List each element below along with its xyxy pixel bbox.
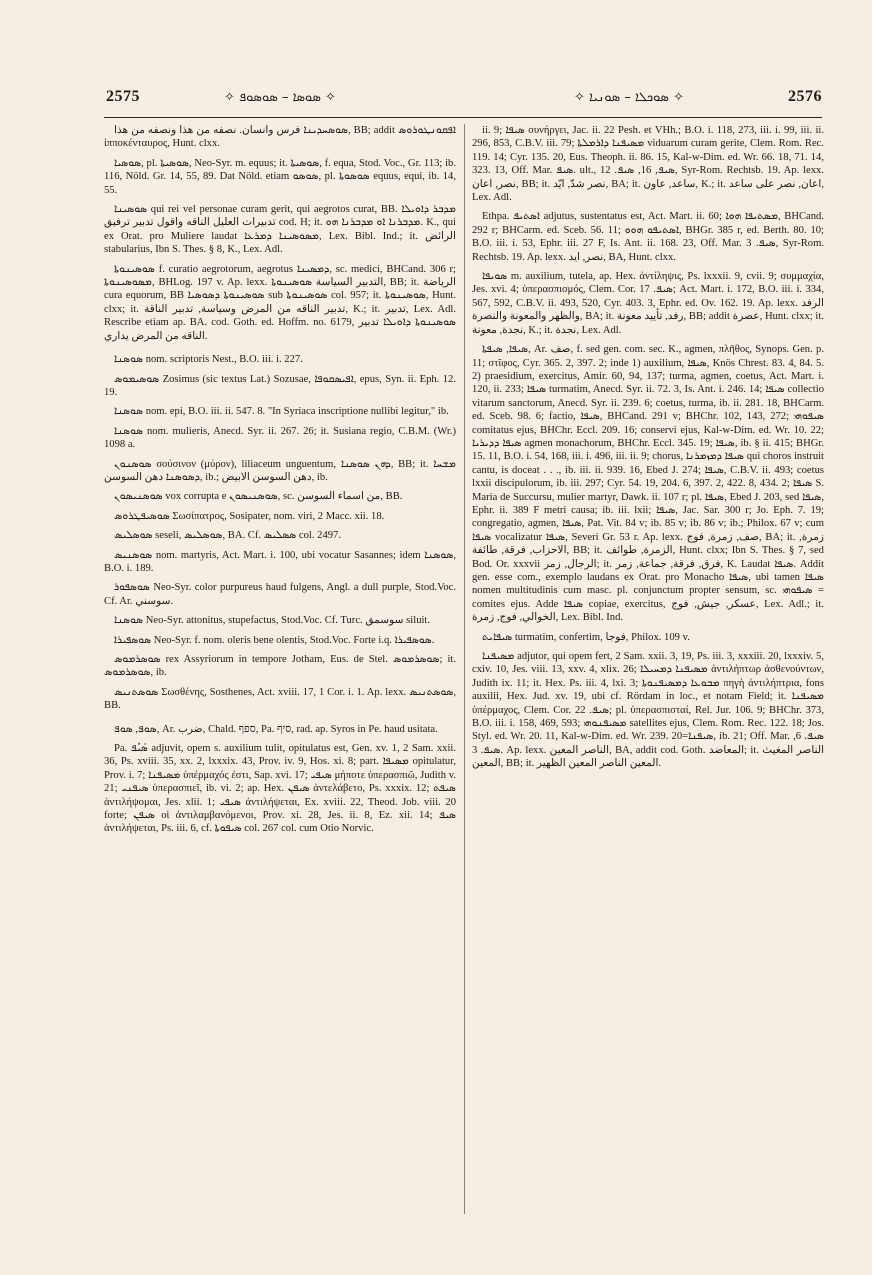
dictionary-entry: ܣܘܣܝܐ, pl. ܣܘܣܝܬܐ, Neo-Syr. m. equus; it. ܣܘܣܝܬܐ, f. equa, Stod. Voc., Gr. 113; ib. 116, Nöld. Gr. 14, 55, 89. Dat Nöld. etiam ܣܘܣܘ, pl. ܣܘܣܘܬܐ equus, equi, ib. 14, 55.: [104, 157, 456, 196]
dictionary-entry: ܣܘܣܝܢܐ qui rei vel personae curam gerit, qui aegrotos curat, BB. ܡܕܒܪ ܕܐܘܝܠܐ تدبيرات العليل الناقه واقول تدبير ترفيق cod. H; it. ܡܕܒܪܢܐ ܐܘ ܡܕܒܪܢܐ ܗܘ. K., qui ex Orat. pro Muliere laudat ܡܣܘܣܝܢܐ ܕܡܪܥܐ, Lex. Bibl. Ind.; it. الرائض stabularius, Ibn S. Thes. § 8, K., Lex. Adl.: [104, 204, 456, 256]
dictionary-entry: ܣܘܣܦܝܪܐ Neo-Syr. f. nom. oleris bene olentis, Stod.Voc. Forte i.q. ܣܘܣܦܝܪܐ.: [114, 634, 435, 646]
dictionary-entry: ܣܘܣܝܡܘܣ Zosimus (sic textus Lat.) Sozusae, ܐܦܝܣܩܘܦܐ, epus, Syn. ii. Eph. 12. 19.: [104, 373, 456, 398]
dictionary-entry: ܣܘܣܦܘܪ Neo-Syr. color purpureus haud fulgens, Angl. a dull purple, Stod.Voc. Cf. Ar. سوسني.: [104, 582, 456, 607]
dictionary-entry: ܣܘܣܢܐ nom. epi, B.O. iii. ii. 547. 8. "In Syriaca inscriptione nullibi legitur," ib.: [114, 406, 449, 418]
dictionary-entry: ܣܘܣܝܢܘܬܐ f. curatio aegrotorum, aegrotus ܕܡܣܝܢܐ, sc. medici, BHCand. 306 r; ܡܣܘܣܝܢܘܬܐ, BHLog. 197 v. Ap. lexx. التدبير السياسة ܣܘܣܝܢܘܬܐ, BB; it. الرياضة cura equorum, BB ܣܘܣܝܢܘܬܐ ܕܣܘܣܝܐ sub ܣܘܣܝܢܘܬܐ col. 957; it. ܣܘܣܝܢܘܬܐ, Hunt. clxx; it. تدبير الناقه من المرض وسياسة, تدبير الناقة, K.; it. تدبير, Lex. Adl. Rescribe etiam ap. BA. cod. Goth. ed. Hoffm. no. 6179, ܣܘܣܝܢܘܬܐ ܕܐܘܝܠܐ تدبير الناقه من المرض يداري.: [104, 263, 456, 342]
dictionary-entry: ܣܘܣܚܕܝܢܐ فرس وانسان. نصفه من هذا ونصفه من هذا, BB; addit ܐܦܩܘܢܛܘܪܘܣ ἱπποκένταυρος, Hunt. clxx.: [104, 125, 456, 150]
dictionary-entry: ܣܘܣܢܘܢ σούσινον (μύρον), liliaceum unguentum, ܕܗܢ ܣܘܣܢܐ, BB; it. ܡܫܚܐ ܕܣܘܣܢܐ دهن السوسن, ib.; دهن السوسن الابيض, ib.: [104, 458, 456, 483]
header-rule: [104, 117, 822, 118]
page-number-left: 2575: [106, 88, 140, 105]
dictionary-entry: ܣܘܣܢܐ Neo-Syr. attonitus, stupefactus, Stod.Voc. Cf. Turc. سوسمق siluit.: [114, 615, 431, 627]
dictionary-entry: ܣܘܦ, ܣܘܦ, Ar. ضرب, Chald. ספף, Pa. סיף, rad. ap. Syros in Pe. haud usitata.: [114, 723, 438, 735]
dictionary-entry: ܣܘܣܝܦܛܪܘܣ Σωσίπατρος, Sosipater, nom. viri, 2 Macc. xii. 18.: [114, 510, 385, 522]
dictionary-entry: ܣܘܣܢܝܣܘܢ vox corrupta e ܣܘܣܢܝܣܘܢ, sc. من اسماء السوسن, BB.: [114, 491, 403, 503]
dictionary-entry: ܣܝܦܐ, ܣܝܦܬܐ, Ar. صف, f. sed gen. com. sec. K., agmen, πλῆθος, Synops. Gen. p. 11; στῖφος, Cyr. 365. 2, 397. 2; inde 1) auxilium, ܣܝܦܐ, Knös Chrest. 83. 4, 84. 5. 2) praesidium, exercitus, Amir. 60, 94, 137; turma, agmen, coetus, Act. Mart. i. 120, ii. 233; ܣܝܦܐ turmatim, Anecd. Syr. ii. 72. 3, Is. Ant. i. 246. 14; ܣܝܦܐ collectio vitarum sanctorum, Anecd. Syr. ii. 239. 6; coetus, turma, ib. ii. 281. 18, BHCarm. ed. Sceb. 98. 6; factio, ܣܝܦܐ, BHCand. 291 v; BHChr. 102, 143, 272; ܣܝܦܘܗܝ comitatus ejus, BHChr. Eccl. 209. 16; conservi ejus, Kal-w-Dim. ed. Wr. 10. 22; ܣܝܦܐ ܕܕܝܪܝܐ agmen monachorum, BHChr. Eccl. 345. 19; ܣܝܦܐ, ib. § ii. 415; BHGr. 15. 11, B.O. i. 54, 168, iii. i. 496, iii. ii. 9; chorus, ܣܝܦܐ ܕܡܙܡܪܢܐ qui choros instruit cantu, is doceat . . ., ib. iii. ii. 939. 16, Ebed J. 274; ܣܝܦܐ, C.B.V. ii. 493; coetus lxxii discipulorum, ib. iii. 297; Cyr. 54. 19, 204. 6, 397. 2, 422. 8, 434. 2; ܣܝܦܐ S. Maria de Succursu, mulier martyr, Dawk. ii. 107 r; pl. ܣܝܦܐ, Ebed J. 203, sed ܣܝܦܐ, Ephr. ii. 389 F metri causa; ib. iii. lxii; ܣܝܦܐ, Jac. Sar. 300 r; Jo. Eph. 7. 19; congregatio, agmen, ܣܝܦܐ, Pat. Vit. 84 v; ib. 85 v; ib. 86 v; ib.; Philox. 67 v; cum ܣܝܦܐ vocalizatur ܣܝܦܐ, Severi Gr. 53 r. Ap. lexx. صف, زمرة, فوج, BA; it. زمرة, الاحزاب, فرقة, طائفة, BB; it. الزمرة, طوائف, Hunt. clxx; Ibn S. Thes. § 7, sed Bod. Or. xxxvii الرجال, زمر; it. فرق, فرقة, جماعة, زمر, K. Laudat ܣܝܦܐ. Addit gen. esse com., exemplo laudans ex Orat. pro Monacho ܣܝܦܐ, ubi tamen ܣܝܦܐ nomen multitudinis cum masc. pl. conjunctum propter sensum, sc. ܣܝܦܘܗܝ = comites ejus. Adde ܣܝܦܐ copiae, exercitus, عسكر, جيش, فوج, Lex. Adl.; it. الخوالي, فوج, زمرة, Lex. Bibl. Ind.: [472, 344, 824, 624]
running-head-left: ✧ ܣܘܣܐ – ܣܘܣܘܦ ✧: [224, 90, 336, 105]
left-column: [104, 124, 456, 1214]
page-number-right: 2576: [788, 88, 822, 105]
dictionary-entry: Pa. ܣܰܝܶܦ adjuvit, opem s. auxilium tulit, opitulatus est, Gen. xv. 1, 2 Sam. xxii. 36, Ps. xviii. 35, xx. 2, lxxxix. 43, Prov. iv. 9, Hos. xi. 8; part. ܡܣܝܦܐ opitulatur, Prov. i. 7; ܡܣܝܦܢܐ ὑπέρμαχός ἐστι, Sap. xvi. 17; ܣܝܦܝ μήποτε ὑπερασπιῶ, Judith v. 21; ܣܝܦܢܝ ὑπερασπιεῖ, ib. vi. 2; ap. Hex. ܣܝܦܢ ἀντελάβετο, Ps. xxxix. 12; ܣܝܦܬ ἀντιλήψομαι, Jes. xlii. 1; ܣܝܦܝ ἀντιλήψεται, Ex. xviii. 22, Theod. Job. viii. 20 forte; ܣܝܦܢ οἱ ἀντιλαμβανόμενοι, Prov. xi. 28, Jes. ii. 8, Ez. xii. 14; ܣܝܦ ἀντιλήψεται, Ps. iii. 6, cf. ܣܝܦܘܬܐ col. 267 col. cum Otio Norvic.: [104, 743, 456, 835]
dictionary-entry: ܣܘܣܢܐ nom. mulieris, Anecd. Syr. ii. 267. 26; it. Susiana regio, C.B.M. (Wr.) 1098 a.: [104, 425, 456, 451]
dictionary-entry: ii. 9; ܣܝܦܐ συνήργει, Jac. ii. 22 Pesh. et VHh.; B.O. i. 118, 273, iii. i. 99, iii. ii. 296, 853, C.B.V. iii. 79; ܡܣܝܦܢܐ ܕܐܪܡܠܬܐ viduarum curam gerite, Clem. Rom. Rec. 119. 14; Cyr. 135. 20, Eus. Theoph. ii. 86. 15, Kal-w-Dim. ed. Wr. 66. 18, 71. 14, 323. 13, Off. Mar. ܣܝܦ. ult., ܣܝܦ, 16, ܣܝܦ. 12, Syr-Rom. Rechtsb. 19. Ap. lexx. نصر, اعان, BB; it. نصر شدّ, ايّد, BA; it. ساعد, عاون, K.; it. اعان, نصر على ساعد, Lex. Adl.: [472, 125, 824, 204]
page-header: [104, 88, 822, 110]
right-column: [472, 124, 824, 1214]
dictionary-entry: ܡܣܝܦܢܐ adjutor, qui opem fert, 2 Sam. xxii. 3, 19, Ps. iii. 3, xxxiii. 20, lxxxiv. 5, cxiv. 10, Jes. viii. 13, xxv. 4, xlix. 26; ܡܣܝܦܢܐ ܕܡܚܝܠܐ ἀντιλήπτωρ ἀσθενούντων, Judith ix. 11; it. Hex. Ps. iii. 4, lxi. 3; ܡܒܘܥܐ ܕܡܣܝܦܢܘܬܐ πηγὴ ἀντιλήπτρια, fons auxilii, Hex. Jud. xv. 19, ubi cf. Rördam in loc., et notam Field; it. ܡܣܝܦܢܐ ὑπέρμαχος, Clem. Cor. ܣܝܦ. 22; pl. ὑπερασπισταί, Rel. Jur. 106. 9; BHChr. 373, B.O. iii. i. 158, 469, 593; ܡܣܝܦܢܘܗܝ satellites ejus, Clem. Rom. Rec. 122. 18; Jos. Styl. ed. Wr. 20. 11, Kal-w-Dim. ed. Wr. 239. 20=ܣܝܦܢܐ, ib. 21; Off. Mar. ܣܝܦ. 6, ܣܝܦ. 3. Ap. lexx. الناصر المعين, BA, addit cod. Goth. المعاضد; it. الناصر المغيث المعين, BB; it. المعين الناصر المعين الظهير.: [472, 651, 824, 770]
dictionary-entry: ܣܘܝܦܐ m. auxilium, tutela, ap. Hex. ἀντίληψις, Ps. lxxxii. 9, cvii. 9; συμμαχία, Jes. xvi. 4; ὑπερασπισμός, Clem. Cor. ܣܝܦ. 17; Act. Mart. i. 172, B.O. iii. i. 334, 567, 592, C.B.V. ii. 493, 520, Cyr. 403. 3, Ephr. ed. Ov. 162. 19. Ap. lexx. الرفد والظهر والمعونة والنصرة, BA; it. رفد, تأييد معونة, BB; addit عصرة, Hunt. clxx; it. نجدة, معونة, K.; it. نجدة, Lex. Adl.: [472, 271, 824, 336]
dictionary-entry: ܣܘܣܪܡܘܣ rex Assyriorum in tempore Jotham, Eus. de Stel. ܣܘܣܪܡܘܣ; it. ܣܘܣܪܡܘܣ, ib.: [104, 654, 456, 679]
running-head-right: ✧ ܣܘܟܠܐ – ܣܘܢܝܐ ✧: [574, 90, 684, 105]
dictionary-entry: ܣܘܣܬܢܝܣ Σωσθένης, Sosthenes, Act. xviii. 17, 1 Cor. i. 1. Ap. lexx. ܣܘܣܬܢܝܣ, BB.: [104, 686, 456, 712]
column-divider: [464, 124, 465, 1214]
dictionary-entry: ܣܘܣܠܝܣ seseli, ܣܘܣܠܝܣ, BA. Cf. ܣܣܠܝܣ col. 2497.: [114, 530, 341, 542]
dictionary-entry: ܣܘܣܢܝܣ nom. martyris, Act. Mart. i. 100, ubi vocatur Sasannes; idem ܣܘܣܢܐ, B.O. i. 189.: [104, 549, 456, 574]
dictionary-entry: Ethpa. ܐܣܬܝܦ adjutus, sustentatus est, Act. Mart. ii. 60; ܡܣܬܝܦܐ ܗܘܐ, BHCand. 292 r; BHCarm. ed. Sceb. 56. 11; ܐܣܬܝܦܘ ܗܘܘ, BHGr. 385 r, ed. Berth. 80. 10; B.O. iii. i. 53, Ephr. iii. 27 F, Is. Ant. ii. 168. 23, Off. Mar. ܣܝܦ. 3, Syr-Rom. Rechtsb. 19. Ap. lexx. نصر, ايد, BA, Hunt. clxx.: [472, 211, 824, 263]
dictionary-entry: ܣܝܦܐܝܬ turmatim, confertim, فوجا, Philox. 109 v.: [482, 631, 690, 643]
dictionary-entry: ܣܘܣܢܐ nom. scriptoris Nest., B.O. iii. i. 227.: [114, 354, 303, 366]
